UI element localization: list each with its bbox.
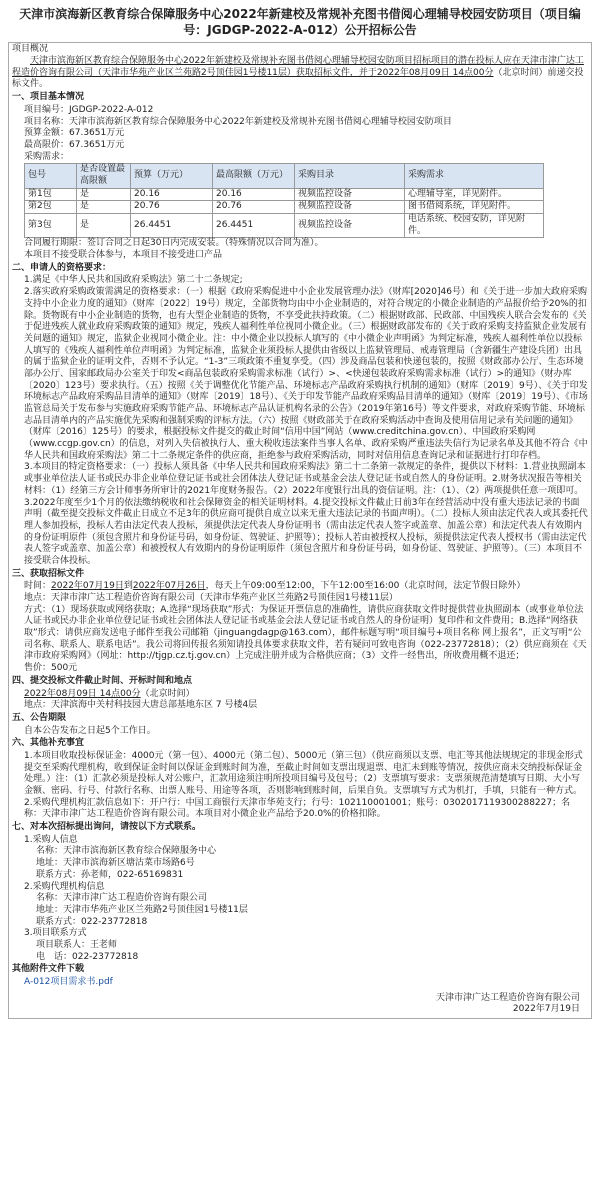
table-row [25,214,544,238]
bid-deadline-date: 2022年08月09日 14点00分 [24,688,141,699]
section-qualification-heading: 二、申请人的资格要求： [12,262,112,273]
obtain-place: 地点：天津市津广达工程造价咨询有限公司（天津市华苑产业区兰苑路2号顶佳园1号楼11层） [24,593,398,603]
table-row [25,188,544,201]
section-contact-heading: 七、对本次招标提出询问，请按以下方式联系。 [12,822,202,833]
table-cell: 20.76 [213,201,295,214]
table-header-cell: 是否设置最高限额 [77,164,131,188]
buyer-info-label: 1.采购人信息 [24,834,78,845]
obtain-date-sep: 到 [123,581,133,592]
table-cell: 电话系统、校园安防，详见附件。 [405,214,544,238]
section-basic-info-heading: 一、项目基本情况 [12,92,85,103]
obtain-method: 方式：（1）现场获取或网络获取；A.选择“现场获取”形式：为保证开票信息的准确性，请供应商获取文件时提供营业执照副本（或事业单位法人证书或民办非企业单位登记证书或社会团体法人登记证书或基金会法人登记证书或自然人的身份证明）复印件和文件费用；B.选择“网络获取”形式：请供应商发送电子邮件至我公司邮箱（jinguangdagp@163.com），邮件标题写明“项目编号+项目名称 网上报名”，正文写明“公司名称、联系人、联系电话”。我公司将回传报名须知请投具体要求获取文件，若有疑问可致电咨询（022-23772818）；（2）供应商须在《天津市政府采购网》（网址：http://tjgp.cz.tj.gov.cn）上完成注册并成为合格供应商；（3）文件一经售出，所收费用概不退还； [24,604,587,662]
table-cell: 20.16 [131,188,213,201]
buyer-contact: 联系方式：孙老师，022-65169831 [36,869,184,880]
table-cell: 第3包 [25,214,77,238]
section-deadline-heading: 四、提交投标文件截止时间、开标时间和地点 [12,675,193,686]
contract-period: 合同履行期限：签订合同之日起30日内完成安装。（特殊情况以合同为准）。 [24,238,324,249]
doc-price: 售价：500元 [24,663,78,674]
project-code: 项目编号：JGDGP-2022-A-012 [24,104,154,115]
table-cell: 26.4451 [213,214,295,238]
project-contact-phone: 电 话：022-23772818 [36,951,139,962]
table-cell: 心理辅导室，详见附件。 [405,188,544,201]
section-other-matters-heading: 六、其他补充事宜 [12,738,85,749]
agent-name: 名称：天津市津广达工程造价咨询有限公司 [36,893,208,904]
max-price: 最高限价：67.3651万元 [24,139,125,150]
table-cell: 第2包 [25,201,77,214]
project-name: 项目名称：天津市滨海新区教育综合保障服务中心2022年新建校及常规补充图书借阅心理辅导校园安防项目 [24,116,452,127]
obtain-date-to: 2022年07月26日 [132,581,206,592]
other-matters-text: 1.本项目收取投标保证金：4000元（第一包）、4000元（第二包）、5000元（第三包）（供应商须以支票、电汇等其他法规规定的非现金形式提交至采购代理机构，收到保证金时间以保证金到账时间为准，至截止时间如支票出现退票、电汇未到账等情况，按供应商未交纳投标保证金处理。）注：（1）汇款必须是投标人对公账户，汇款用途须注明所投项目编号及包号；（2）支票填写要求：支票须规范清楚填写日期、大小写金额、密码、行号、付款行名称、出票人账号、用途等各项，否则影响到账时间，后果自负。支票填写方式为机打，手填，只能有一种方式。2.采购代理机构汇款信息如下：开户行：中国工商银行天津市华苑支行；行号：102110001001；账号：0302017119300288227；名称：天津市津广达工程造价咨询有限公司。本项目对小微企业产品给予20.0%的价格扣除。 [24,750,583,820]
table-header-cell: 最高限额（万元） [213,164,295,188]
page-title: 天津市滨海新区教育综合保障服务中心2022年新建校及常规补充图书借阅心理辅导校园安防项目（项目编号：JGDGP-2022-A-012）公开招标公告 [19,7,581,38]
budget-amount: 预算金额：67.3651万元 [24,128,125,139]
obtain-time-label: 时间： [24,581,52,592]
table-header-cell: 采购目录 [295,164,405,188]
table-cell: 是 [77,188,131,201]
project-contact-label: 3.项目联系方式 [24,928,87,939]
qualification-p2: 2.落实政府采购政策需满足的资格要求：（一）根据《政府采购促进中小企业发展管理办法》（财库[2020]46号）和《关于进一步加大政府采购支持中小企业力度的通知》（财库〔2022〕19号）规定，全部货物均由中小企业制造的，对符合规定的小微企业制造的产品报价给予20%的扣除。货物既有中小企业制造的货物，也有大型企业制造的货物，不享受此扶持政策。（二）根据财政部、民政部、中国残疾人联合会发布的《关于促进残疾人就业政府采购政策的通知》规定，残疾人福利性单位视同小微企业。（三）根据财政部发布的《关于政府采购支持监狱企业发展有关问题的通知》规定，监狱企业视同小微企业。注：中小微企业以投标人填写的《中小微企业声明函》为判定标准，残疾人福利性单位以投标人填写的《残疾人福利性单位声明函》为判定标准，监狱企业须投标人提供由省级以上监狱管理局、戒毒管理局（含新疆生产建设兵团）出具的属于监狱企业的证明文件，否则不予认定。“1-3”三项政策不重复享受。（四）涉及商品包装和快递包装的，按照《财政部办公厅、生态环境部办公厅、国家邮政局办公室关于印发<商品包装政府采购需求标准（试行）>、<快递包装政府采购需求标准（试行）>的通知》（财办库〔2020〕123号）要求执行。（五）按照《关于调整优化节能产品、环境标志产品政府采购执行机制的通知》（财库〔2019〕9号）、《关于印发环境标志产品政府采购品目清单的通知》（财库〔2019〕18号）、《关于印发节能产品政府采购品目清单的通知》（财库〔2019〕19号）、《市场监管总局关于发布参与实施政府采购节能产品、环境标志产品认证机构名录的公告》（2019年第16号）等文件要求，对政府采购节能、环境标志品目清单内的产品实施优先采购和强制采购的评标方法。（六）按照《财政部关于在政府采购活动中查询及使用信用记录有关问题的通知》（财库〔2016〕125号）的要求，根据投标文件提交的截止时间“信用中国”网站（www.creditchina.gov.cn）、中国政府采购网（www.ccgp.gov.cn）的信息，对列入失信被执行人、重大税收违法案件当事人名单、政府采购严重违法失信行为记录名单及其他不符合《中华人民共和国政府采购法》第二十二条规定条件的供应商，拒绝参与政府采购活动，同时对信用信息查询记录和证据进行打印存档。 [24,287,588,461]
agent-address: 地址：天津市华苑产业区兰苑路2号顶佳园1号楼11层 [36,904,248,915]
overview-label: 项目概况 [12,44,49,55]
table-cell: 20.76 [131,201,213,214]
obtain-time-rest: ，每天上午09:00至12:00，下午12:00至16:00（北京时间，法定节假日除外） [205,581,526,592]
table-cell: 视频监控设备 [295,188,405,201]
table-row [25,201,544,214]
announcement-body [8,42,592,1019]
table-header-cell: 采购需求 [405,164,544,188]
notice-period-text: 自本公告发布之日起5个工作日。 [24,725,156,736]
table-cell: 是 [77,214,131,238]
needs-label: 采购需求： [24,151,70,162]
table-cell: 第1包 [25,188,77,201]
consortium-note: 本项目不接受联合体参与，本项目不接受进口产品 [24,250,223,261]
bid-deadline-suffix: （北京时间） [140,688,195,699]
buyer-name: 名称：天津市滨海新区教育综合保障服务中心 [36,846,217,857]
attachment-link[interactable]: A-012项目需求书.pdf [24,977,113,987]
qualification-p3: 3.本项目的特定资格要求：（一）投标人须具备《中华人民共和国政府采购法》第二十二条第一款规定的条件，提供以下材料：1.营业执照副本或事业单位法人证书或民办非企业单位登记证书或社会团体法人登记证书或基金会法人登记证书或自然人的身份证明。2.财务状况报告等相关材料：（1）经第三方会计师事务所审计的2021年度财务报告。（2）2022年度银行出具的资信证明。注：（1）、（2）两项提供任意一项即可。3.2022年度至少1个月的依法缴纳税收和社会保障资金的相关证明材料。4.提交投标文件截止日前3年在经营活动中没有重大违法记录的书面声明（截至提交投标文件截止日成立不足3年的供应商可提供自成立以来无重大违法记录的书面声明）。（二）投标人须由法定代表人或其委托代理人参加投标，投标人若由法定代表人投标，须提供法定代表人身份证明书（需由法定代表人签字或盖章、加盖公章）和法定代表人有效期内的身份证明原件（须包含照片和身份证号码，如身份证、驾驶证、护照等）；投标人若由被授权人投标，须提供法定代表人授权书（需由法定代表人签字或盖章、加盖公章）和被授权人有效期内的身份证明原件（须包含照片和身份证号码，如身份证、驾驶证、护照等）。（三）本项目不接受联合体投标。 [24,462,588,566]
overview-text-a: 天津市滨海新区教育综合保障服务中心2022年新建校及常规补充图书借阅心理辅导校园安防项目招标项目的潜在投标人应在天津市津广达工程造价咨询有限公司（天津市华苑产业区兰苑路2号顶佳园1号楼11层）获取招标文件，并于 [12,56,584,78]
table-cell: 是 [77,201,131,214]
table-cell: 26.4451 [131,214,213,238]
section-notice-period-heading: 五、公告期限 [12,712,67,723]
table-cell: 20.16 [213,188,295,201]
buyer-address: 地址：天津市滨海新区塘沽菜市场路6号 [36,858,195,869]
package-table-header-row [25,164,544,188]
table-cell: 图书借阅系统，详见附件。 [405,201,544,214]
section-obtain-docs-heading: 三、获取招标文件 [12,568,85,579]
footer-date: 2022年7月19日 [512,1004,580,1015]
qualification-p1: 1.满足《中华人民共和国政府采购法》第二十二条规定; [24,275,243,286]
table-cell: 视频监控设备 [295,214,405,238]
obtain-time [12,581,588,593]
table-header-cell: 预算（万元） [131,164,213,188]
overview-deadline: 2022年08月09日 14点00分 [376,67,494,78]
overview-text [12,56,588,91]
obtain-date-from: 2022年07月19日 [51,581,124,592]
project-contact-person: 项目联系人：王老师 [36,939,118,950]
table-cell: 视频监控设备 [295,201,405,214]
footer-org: 天津市津广达工程造价咨询有限公司 [435,992,580,1003]
bid-place: 地点：天津滨海中关村科技园大唐总部基地东区 7 号楼4层 [24,700,258,711]
agent-contact: 联系方式：022-23772818 [36,916,148,927]
package-table [24,163,544,238]
overview-text-b: （北京时间）前递交投标文件。 [12,67,584,90]
attachments-heading: 其他附件文件下载 [12,964,85,975]
bid-deadline [12,689,588,701]
table-header-cell: 包号 [25,164,77,188]
agent-info-label: 2.采购代理机构信息 [24,881,105,892]
